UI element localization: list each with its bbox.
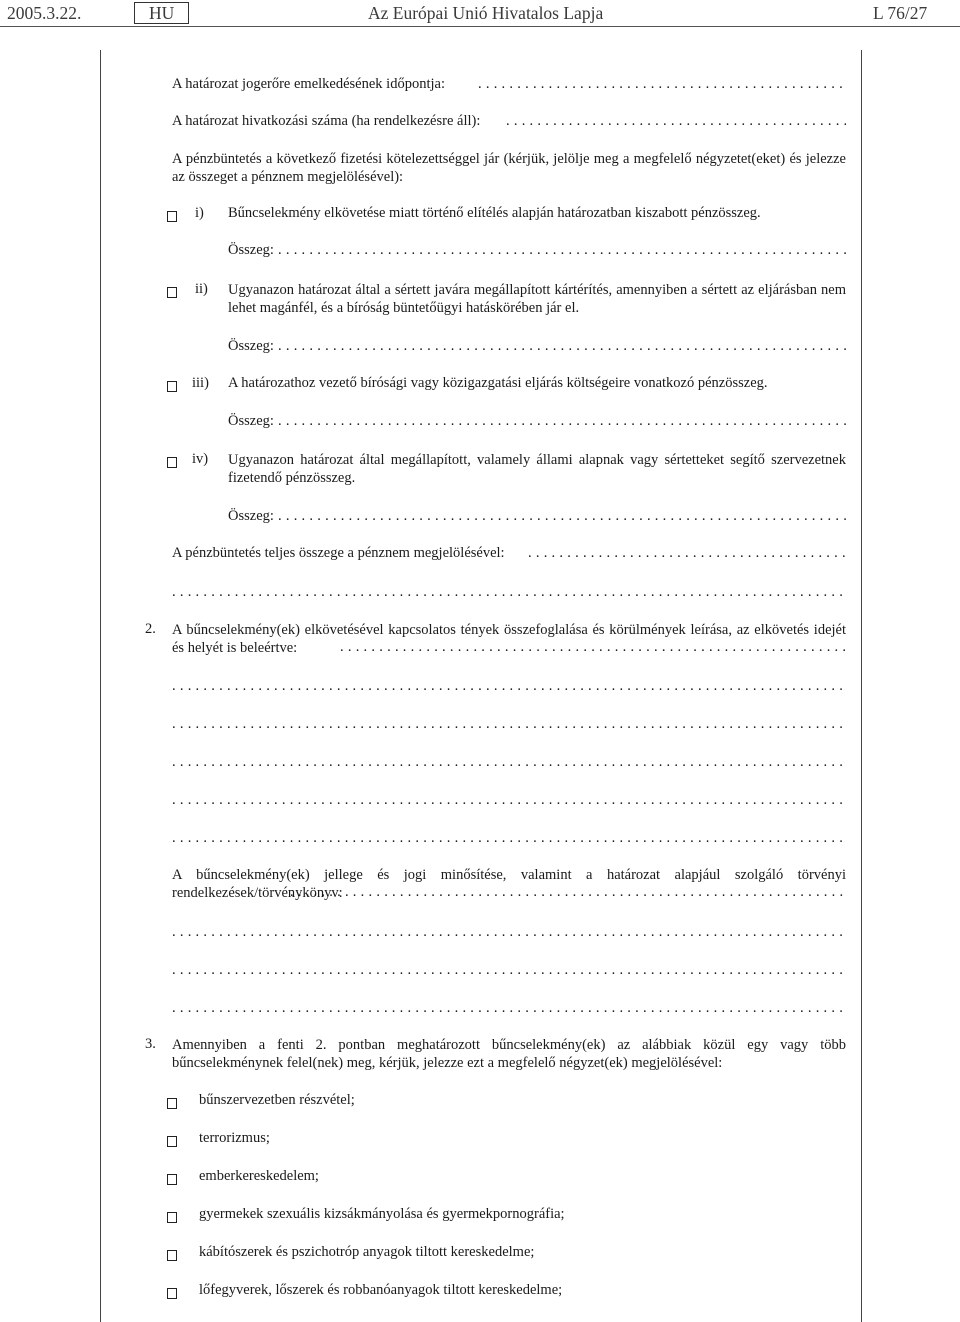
final-date-field[interactable] (172, 76, 846, 93)
total-dotted-line[interactable] (172, 584, 846, 601)
checkbox-drug-trafficking[interactable] (167, 1250, 177, 1261)
offence-nature-dotted-line-1[interactable] (172, 924, 846, 941)
section-2-inline-dots (340, 639, 846, 656)
section-2-number: 2. (145, 621, 156, 637)
publication-date: 2005.3.22. (7, 3, 82, 23)
offence-nature-text: A bűncselekmény(ek) jellege és jogi minősítése, valamint a határozat alapjául szolgáló törvényi rendelkezések/törvénykönyv: (172, 867, 846, 901)
option-ii-number: ii) (195, 281, 208, 297)
section-2-dotted-line-3[interactable] (172, 754, 846, 771)
checkbox-trafficking[interactable] (167, 1174, 177, 1185)
page-number: L 76/27 (873, 3, 928, 23)
section-2-dots-inline[interactable] (340, 639, 846, 656)
option-i-amount-field[interactable] (228, 242, 846, 259)
reference-field[interactable] (172, 113, 846, 130)
option-ii-amount-label: Összeg: (228, 338, 274, 354)
language-code: HU (134, 2, 189, 24)
option-iv-amount-label: Összeg: (228, 508, 274, 524)
option-iii-amount-field[interactable] (228, 413, 846, 430)
section-2-dotted-line-1[interactable] (172, 678, 846, 695)
option-iv-text: Ugyanazon határozat által megállapított, valamely állami alapnak vagy sértetteket segítő szervezetnek fizetendő pénzösszeg. (228, 452, 846, 486)
section-3-text: Amennyiben a fenti 2. pontban meghatározott bűncselekmény(ek) az alábbiak közül egy vagy több bűncselekménynek felel(nek) meg, kérjük, jelezze ezt a megfelelő négyzet(ek) megjelölésével: (172, 1037, 846, 1071)
section-3-number: 3. (145, 1036, 156, 1052)
checkbox-terrorism[interactable] (167, 1136, 177, 1147)
final-date-dots (478, 76, 846, 93)
frame-right-line (861, 50, 862, 1322)
journal-title: Az Európai Unió Hivatalos Lapja (368, 3, 604, 23)
item-organised-crime: bűnszervezetben részvétel; (199, 1092, 355, 1108)
obligation-intro: A pénzbüntetés a következő fizetési kötelezettséggel jár (kérjük, jelölje meg a megfelelő négyzetet(eket) és jelezze az összeget a pénznem megjelölésével): (172, 151, 846, 185)
section-2-dotted-line-5[interactable] (172, 830, 846, 847)
option-iii-amount-dots (278, 413, 846, 430)
total-field[interactable] (172, 545, 846, 562)
item-arms-trafficking: lőfegyverek, lőszerek és robbanóanyagok tiltott kereskedelme; (199, 1282, 563, 1298)
option-iii-amount-label: Összeg: (228, 413, 274, 429)
language-badge (134, 3, 189, 24)
section-2-text: A bűncselekmény(ek) elkövetésével kapcsolatos tények összefoglalása és körülmények leírása, az elkövetés idejét és helyét is beleértve: (172, 622, 846, 656)
total-label: A pénzbüntetés teljes összege a pénznem megjelölésével: (172, 545, 505, 561)
option-i-amount-label: Összeg: (228, 242, 274, 258)
option-iv-number: iv) (192, 451, 209, 467)
option-iv-amount-field[interactable] (228, 508, 846, 525)
final-date-label: A határozat jogerőre emelkedésének időpontja: (172, 76, 445, 92)
option-ii-amount-dots (278, 338, 846, 355)
reference-dots (506, 113, 846, 130)
reference-label: A határozat hivatkozási száma (ha rendelkezésre áll): (172, 113, 481, 129)
total-dots (528, 545, 846, 562)
option-iii-number: iii) (192, 375, 209, 391)
header-rule (0, 26, 960, 27)
checkbox-option-iv[interactable] (167, 457, 177, 468)
item-terrorism: terrorizmus; (199, 1130, 270, 1146)
checkbox-option-ii[interactable] (167, 287, 177, 298)
section-2-dotted-line-2[interactable] (172, 716, 846, 733)
checkbox-option-i[interactable] (167, 211, 177, 222)
frame-left-line (100, 50, 101, 1322)
option-ii-amount-field[interactable] (228, 338, 846, 355)
offence-nature-inline-dots (290, 884, 846, 901)
option-iii-text: A határozathoz vezető bírósági vagy közigazgatási eljárás költségeire vonatkozó pénzösszeg. (228, 375, 768, 391)
item-trafficking: emberkereskedelem; (199, 1168, 319, 1184)
checkbox-arms-trafficking[interactable] (167, 1288, 177, 1299)
option-ii-text: Ugyanazon határozat által a sértett javára megállapított kártérítés, amennyiben a sértett az eljárásban nem lehet magánfél, és a bíróság büntetőügyi hatáskörében jár el. (228, 282, 846, 316)
item-drug-trafficking: kábítószerek és pszichotróp anyagok tiltott kereskedelme; (199, 1244, 535, 1260)
option-iv-amount-dots (278, 508, 846, 525)
checkbox-child-exploitation[interactable] (167, 1212, 177, 1223)
offence-nature-dotted-line-2[interactable] (172, 962, 846, 979)
checkbox-option-iii[interactable] (167, 381, 177, 392)
offence-nature-dotted-line-3[interactable] (172, 1000, 846, 1017)
checkbox-organised-crime[interactable] (167, 1098, 177, 1109)
option-i-amount-dots (278, 242, 846, 259)
section-2-dotted-line-4[interactable] (172, 792, 846, 809)
offence-nature-dots-inline[interactable] (290, 884, 846, 901)
option-i-number: i) (195, 205, 204, 221)
option-i-text: Bűncselekmény elkövetése miatt történő elítélés alapján határozatban kiszabott pénzösszeg. (228, 205, 761, 221)
item-child-exploitation: gyermekek szexuális kizsákmányolása és gyermekpornográfia; (199, 1206, 565, 1222)
